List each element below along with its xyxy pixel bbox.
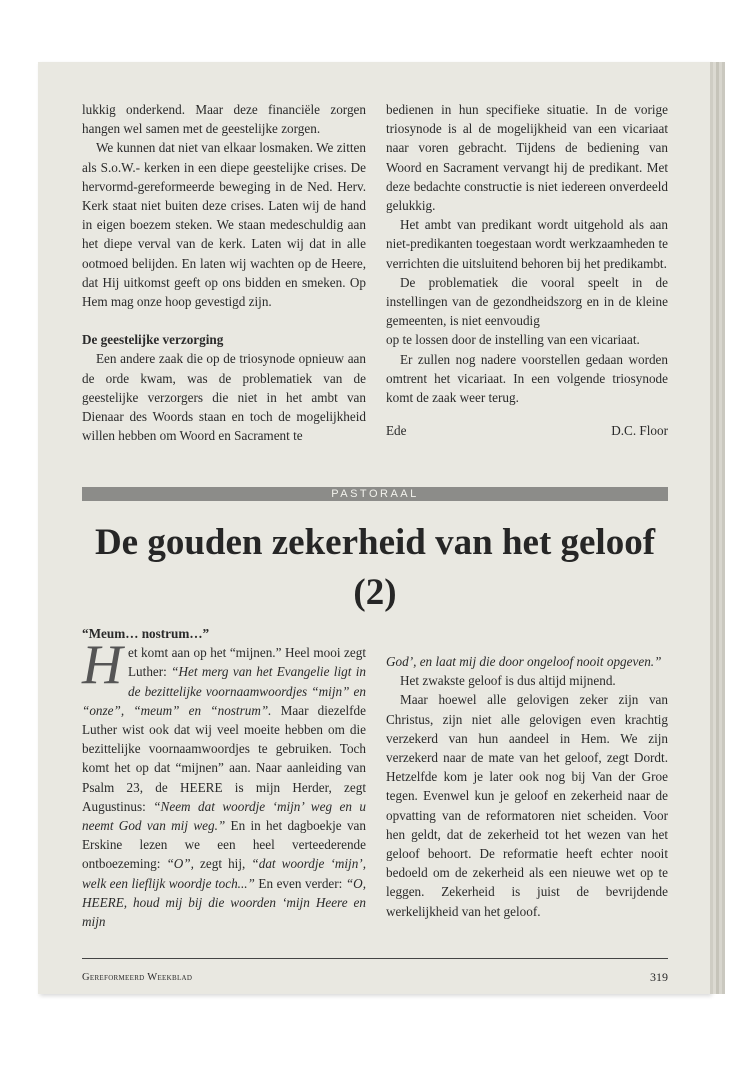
signature-line [386, 421, 668, 440]
italic-quote: “O, HEERE, houd mij bij die woorden ‘mijn Heere en mijn [82, 875, 366, 930]
section-heading: De geestelijke verzorging [82, 332, 224, 348]
article-continuation-left-column [82, 100, 366, 445]
article-left-column [82, 624, 366, 931]
quote-heading: “Meum… nostrum…” [82, 626, 210, 641]
italic-quote: “dat woordje ‘mijn’, welk een lieflijk woordje toch...” [82, 856, 366, 891]
paragraph: Het ambt van predikant wordt uitgehold als aan niet-predikanten toegestaan wordt werkzaamheden te verrichten die uitsluitend behoren bij het predikambt. [386, 217, 668, 271]
publication-name: Gereformeerd Weekblad [82, 972, 193, 983]
page-edge [722, 62, 725, 994]
article-right-column [386, 652, 668, 921]
text-run: zegt hij, [193, 856, 252, 872]
paragraph: We kunnen dat niet van elkaar losmaken. We zitten als S.o.W.- kerken in een diepe geestelijke crises. De hervormd-gereformeerde beweging in de Ned. Herv. Kerk staat niet buiten deze crises. Laten wij de hand in eigen boezem steken. We staan medeschuldig aan het diepe verval van de kerk. Laten wij dat in alle ootmoed belijden. En laten wij wachten op de Heere, dat Hij uitkomst geeft op ons bidden en smeken. Op Hem mag onze hoop gevestigd zijn. [82, 140, 366, 310]
page-number: 319 [650, 970, 668, 984]
place: Ede [386, 423, 407, 439]
drop-cap: H [82, 634, 123, 697]
paragraph: De problematiek die vooral speelt in de instellingen van de gezondheidszorg en in de kleine gemeenten, is niet eenvoudig [386, 274, 668, 329]
footer-rule [82, 958, 668, 959]
italic-quote: “O”, [166, 856, 194, 872]
text-run: En even verder: [254, 875, 346, 891]
section-banner: PASTORAAL [82, 487, 668, 501]
paragraph: Maar hoewel alle gelovigen zeker zijn van Christus, zijn niet alle gelovigen even krachtig verzekerd van hun aandeel in Hem. We zijn verzekerd naar de mate van het geloof, zegt Dordt. Hetzelfde kom je later ook nog bij Van der Groe tegen. Evenwel kun je geloof en zekerheid naar de opvatting van de reformatoren niet scheiden. Voor hen geldt, dat de zekerheid tot het wezen van het geloof behoort. De reformatie heeft echter nooit bedoeld om de zekerheid als een nieuwe wet op te leggen. Zekerheid is juist de bevrijdende werkelijkheid van het geloof. [386, 692, 668, 919]
italic-quote: “Neem dat woordje ‘mijn’ weg en u neemt God van mij weg.” [82, 798, 367, 834]
paragraph: op te lossen door de instelling van een vicariaat. [386, 332, 640, 348]
paragraph: Er zullen nog nadere voorstellen gedaan worden omtrent het vicariaat. In een volgende triosynode komt de zaak weer terug. [386, 351, 668, 406]
paragraph: Een andere zaak die op de triosynode opnieuw aan de orde kwam, was de problematiek van de geestelijke verzorgers die niet in het ambt van Dienaar des Woords staan en toch de mogelijkheid willen hebben om Woord en Sacrament te [82, 351, 366, 444]
paragraph: Het zwakste geloof is dus altijd mijnend. [400, 673, 616, 689]
title-line: De gouden zekerheid van het geloof [94, 522, 656, 563]
paragraph: bedienen in hun specifieke situatie. In de vorige triosynode is al de mogelijkheid van een vicariaat naar voren gebracht. Tijdens de bediening van Woord en Sacrament vervangt hij de predikant. Met deze bedachte constructie is niet iedereen onverdeeld gelukkig. [386, 102, 668, 214]
paragraph [82, 634, 367, 931]
paragraph: lukkig onderkend. Maar deze financiële zorgen hangen wel samen met de geestelijke zorgen. [82, 102, 366, 137]
article-continuation-right-column [386, 100, 668, 440]
article-title [82, 518, 668, 618]
italic-quote: “Het merg van het Evangelie ligt in de bezittelijke voornaamwoordjes “mijn” en “onze”, “meum” en “nostrum”. [82, 664, 366, 718]
italic-quote: God’, en laat mij die door ongeloof nooit opgeven.” [386, 654, 662, 669]
author: D.C. Floor [611, 423, 668, 439]
text-run: Maar diezelfde Luther wist ook dat wij veel moeite hebben om die bezittelijke voornaamwoordjes te gebruiken. Toch komt het op dat “mijnen” aan. Naar aanleiding van Psalm 23, de HEERE is mijn Herder, zegt Augustinus: [82, 702, 366, 814]
text-run: et komt aan op het “mijnen.” Heel mooi zegt Luther: [128, 645, 366, 680]
text-run: En in het dagboekje van Erskine lezen we een heel verteederende ontboezeming: [82, 818, 366, 872]
title-part-number: (2) [353, 572, 397, 613]
